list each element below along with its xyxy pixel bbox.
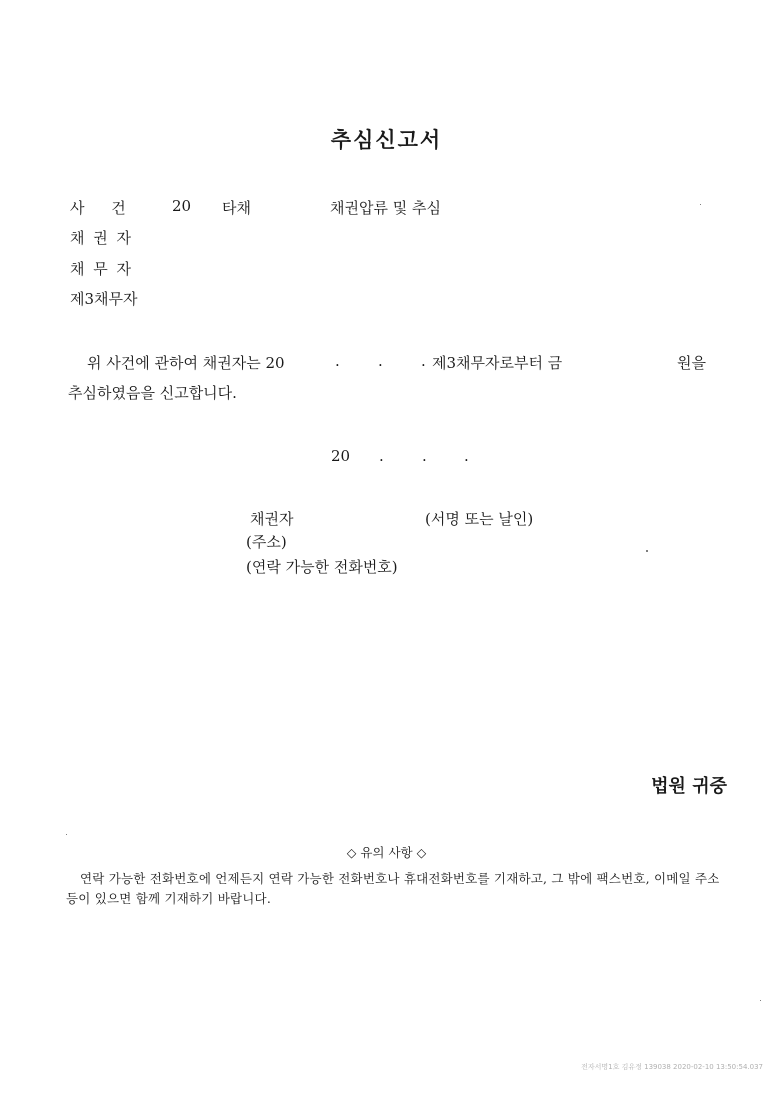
case-name: 채권압류 및 추심 [330,199,441,217]
signature-address-label: (주소) [246,533,287,551]
statement-line1-prefix: 위 사건에 관하여 채권자는 20 [87,354,285,372]
scan-speck [700,204,701,205]
scan-speck [646,550,648,552]
notice-title: ◇ 유의 사항 ◇ [346,845,427,860]
signature-sign-label: (서명 또는 날인) [425,510,534,528]
notice-body: 연락 가능한 전화번호에 언제든지 연락 가능한 전화번호나 휴대전화번호를 기재하고, 그 밖에 팩스번호, 이메일 주소 등이 있으면 함께 기재하기 바랍니다. [66,871,720,906]
third-debtor-label: 제3채무자 [70,290,138,308]
statement-line1-suffix: 원을 [677,354,706,372]
statement-line2: 추심하였음을 신고합니다. [68,384,237,402]
signature-phone-label: (연락 가능한 전화번호) [246,558,398,576]
document-title: 추심신고서 [330,128,443,152]
date-dot-3: . [464,447,469,465]
debtor-label: 채 무 자 [70,260,132,278]
scan-speck [760,1000,761,1001]
date-year: 20 [331,447,351,465]
statement-dot-2: . [378,352,383,370]
statement-dot-1: . [335,352,340,370]
creditor-label: 채 권 자 [70,229,132,247]
case-type: 타채 [222,199,251,217]
statement-dot-3: . [421,352,426,370]
signature-creditor-label: 채권자 [250,510,294,528]
scan-speck [66,834,67,835]
court-addressee: 법원 귀중 [651,776,727,797]
case-year: 20 [172,197,192,215]
footer-stamp: 전자서명1호 김유정 139038 2020-02-10 13:50:54.037 [581,1063,763,1071]
date-dot-1: . [379,447,384,465]
date-dot-2: . [422,447,427,465]
statement-line1-mid: 제3채무자로부터 금 [432,354,563,372]
case-label: 사 건 [70,199,126,217]
